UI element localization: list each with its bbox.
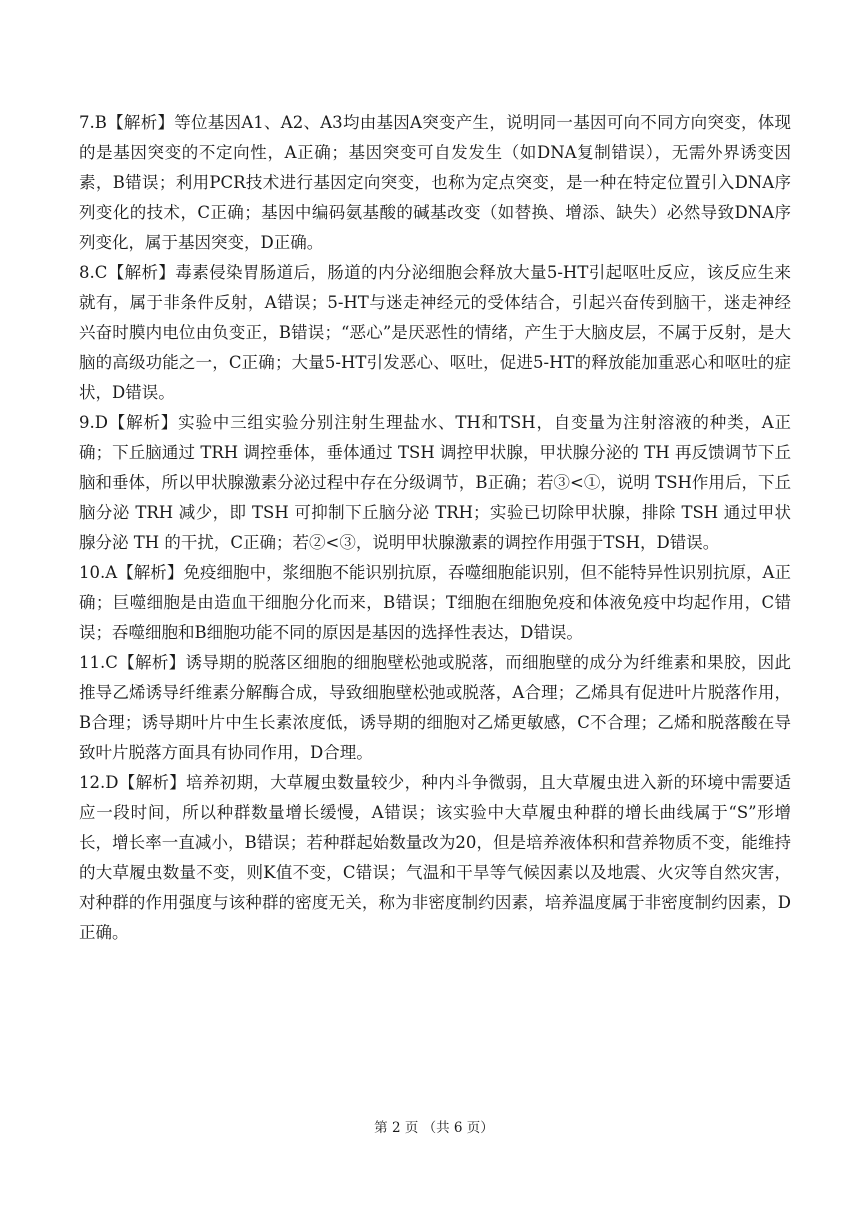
explanation-q11: 11.C【解析】诱导期的脱落区细胞的细胞壁松弛或脱落，而细胞壁的成分为纤维素和果胶，因此推导乙烯诱导纤维素分解酶合成，导致细胞壁松弛或脱落，A合理；乙烯具有促进叶片脱落作用，B合理；诱导期叶片中生长素浓度低，诱导期的细胞对乙烯更敏感，C不合理；乙烯和脱落酸在导致叶片脱落方面具有协同作用，D合理。 <box>79 653 791 762</box>
explanation-q10: 10.A【解析】免疫细胞中，浆细胞不能识别抗原，吞噬细胞能识别，但不能特异性识别抗原，A正确；巨噬细胞是由造血干细胞分化而来，B错误；T细胞在细胞免疫和体液免疫中均起作用，C错误；吞噬细胞和B细胞功能不同的原因是基因的选择性表达，D错误。 <box>79 563 791 642</box>
explanation-q9: 9.D【解析】实验中三组实验分别注射生理盐水、TH和TSH，自变量为注射溶液的种类，A正确；下丘脑通过 TRH 调控垂体，垂体通过 TSH 调控甲状腺，甲状腺分泌的 TH 再反馈调节下丘脑和垂体，所以甲状腺激素分泌过程中存在分级调节，B正确；若③<①，说明 TSH作用后，下丘脑分泌 TRH 减少，即 TSH 可抑制下丘脑分泌 TRH；实验已切除甲状腺，排除 TSH 通过甲状腺分泌 TH 的干扰，C正确；若②<③，说明甲状腺激素的调控作用强于TSH，D错误。 <box>79 413 791 552</box>
explanation-q7: 7.B【解析】等位基因A1、A2、A3均由基因A突变产生，说明同一基因可向不同方向突变，体现的是基因突变的不定向性，A正确；基因突变可自发发生（如DNA复制错误），无需外界诱变因素，B错误；利用PCR技术进行基因定向突变，也称为定点突变，是一种在特定位置引入DNA序列变化的技术，C正确；基因中编码氨基酸的碱基改变（如替换、增添、缺失）必然导致DNA序列变化，属于基因突变，D正确。 <box>79 113 791 252</box>
answer-explanations <box>79 108 791 948</box>
page-number-footer: 第 2 页 （共 6 页） <box>374 1120 494 1136</box>
explanation-q12: 12.D【解析】培养初期，大草履虫数量较少，种内斗争微弱，且大草履虫进入新的环境中需要适应一段时间，所以种群数量增长缓慢，A错误；该实验中大草履虫种群的增长曲线属于“S”形增长，增长率一直减小，B错误；若种群起始数量改为20，但是培养液体积和营养物质不变，能维持的大草履虫数量不变，则K值不变，C错误；气温和干旱等气候因素以及地震、火灾等自然灾害，对种群的作用强度与该种群的密度无关，称为非密度制约因素，培养温度属于非密度制约因素，D正确。 <box>79 773 791 942</box>
explanation-q8: 8.C【解析】毒素侵染胃肠道后，肠道的内分泌细胞会释放大量5-HT引起呕吐反应，该反应生来就有，属于非条件反射，A错误；5-HT与迷走神经元的受体结合，引起兴奋传到脑干，迷走神经兴奋时膜内电位由负变正，B错误；“恶心”是厌恶性的情绪，产生于大脑皮层，不属于反射，是大脑的高级功能之一，C正确；大量5-HT引发恶心、呕吐，促进5-HT的释放能加重恶心和呕吐的症状，D错误。 <box>79 263 791 402</box>
